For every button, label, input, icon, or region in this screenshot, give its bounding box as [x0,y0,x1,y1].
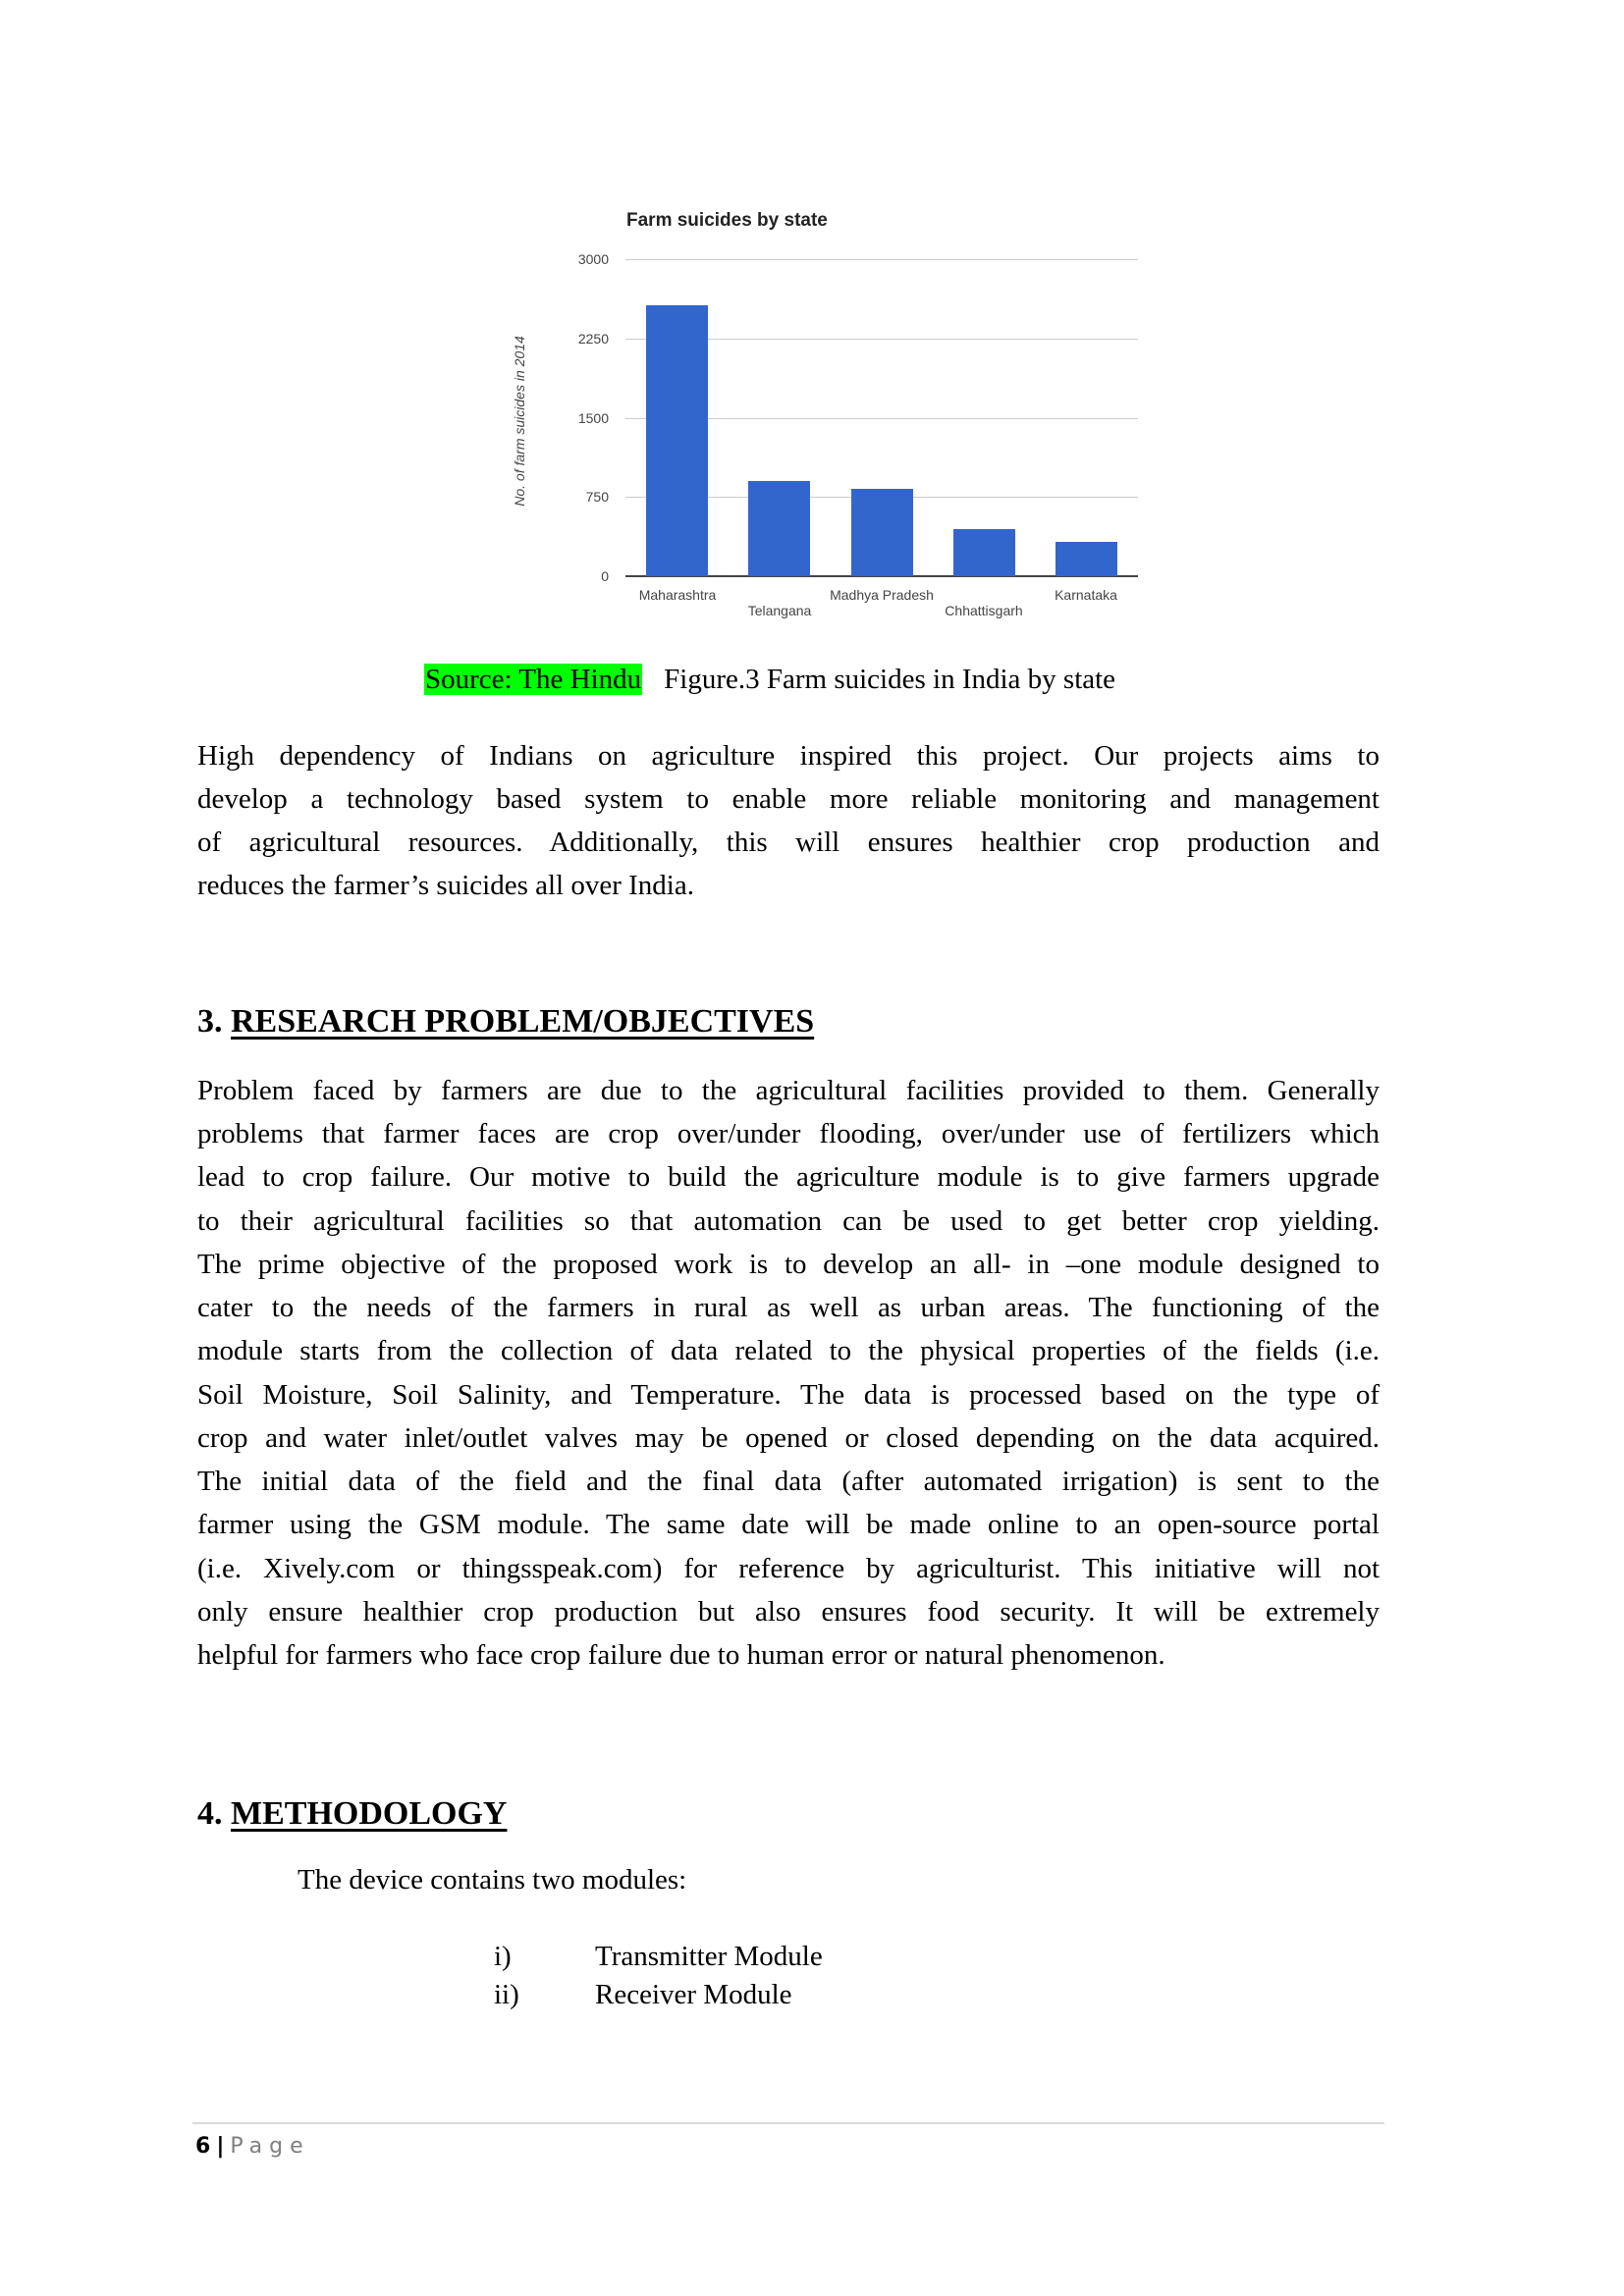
page-label: Page [230,2134,310,2159]
source-highlight: Source: The Hindu [425,664,642,695]
y-tick-750: 750 [585,489,609,505]
paragraph-line: The prime objective of the proposed work is to develop an all- in –one module designed to [197,1249,1380,1280]
bar-karnataka [1056,542,1117,576]
paragraph-line: helpful for farmers who face crop failure due to human error or natural phenomenon. [197,1639,1165,1671]
bar-madhya-pradesh [851,489,913,576]
y-tick-3000: 3000 [577,251,609,267]
paragraph-line: module starts from the collection of data related to the physical properties of the fields (i.e. [197,1335,1380,1366]
figure-caption-text: Figure.3 Farm suicides in India by state [664,664,1116,695]
page-number: 6 [195,2134,211,2159]
x-label-maharashtra: Maharashtra [638,587,717,603]
paragraph-line: only ensure healthier crop production but also ensures food security. It will be extremely [197,1596,1380,1628]
paragraph-line: lead to crop failure. Our motive to build the agriculture module is to give farmers upgrade [197,1161,1380,1193]
paragraph-line: to their agricultural facilities so that automation can be used to get better crop yielding. [197,1205,1380,1237]
bar-telangana [748,481,810,576]
list-marker: i) [494,1941,512,1972]
paragraph-line: Problem faced by farmers are due to the agricultural facilities provided to them. Generally [197,1075,1380,1106]
paragraph-line: (i.e. Xively.com or thingsspeak.com) for reference by agriculturist. This initiative will not [197,1553,1380,1584]
methodology-intro: The device contains two modules: [298,1864,687,1896]
section-number: 4. [197,1795,223,1832]
paragraph-line: High dependency of Indians on agriculture inspired this project. Our projects aims to [197,740,1380,772]
paragraph-line: farmer using the GSM module. The same date will be made online to an open-source portal [197,1509,1380,1540]
bar-chhattisgarh [953,529,1015,576]
x-label-telangana: Telangana [747,603,812,618]
paragraph-line: reduces the farmer’s suicides all over India. [197,870,694,901]
y-tick-0: 0 [601,568,609,584]
list-item-receiver-module: Receiver Module [595,1979,792,2010]
y-tick-2250: 2250 [577,331,609,347]
paragraph-line: cater to the needs of the farmers in rural as well as urban areas. The functioning of the [197,1292,1380,1323]
y-axis-label: No. of farm suicides in 2014 [512,336,527,507]
section-4-heading [197,1792,507,1836]
x-label-madhya-pradesh: Madhya Pradesh [830,587,934,603]
list-marker: ii) [494,1979,519,2010]
paragraph-line: crop and water inlet/outlet valves may be opened or closed depending on the data acquired. [197,1422,1380,1454]
bar-maharashtra [646,305,708,576]
section-title: METHODOLOGY [231,1795,508,1832]
paragraph-line: Soil Moisture, Soil Salinity, and Temperature. The data is processed based on the type of [197,1379,1380,1411]
farm-suicides-chart [491,196,1178,638]
chart-title: Farm suicides by state [626,210,828,231]
paragraph-line: The initial data of the field and the final data (after automated irrigation) is sent to the [197,1466,1380,1497]
page-footer [195,2132,310,2162]
paragraph-line: of agricultural resources. Additionally, this will ensures healthier crop production and [197,827,1380,858]
list-item-transmitter-module: Transmitter Module [595,1941,823,1972]
footer-separator: | [216,2134,225,2159]
section-3-heading [197,1000,814,1043]
footer-divider [192,2122,1384,2124]
y-tick-1500: 1500 [577,410,609,426]
section-number: 3. [197,1003,223,1040]
paragraph-line: develop a technology based system to enable more reliable monitoring and management [197,783,1380,815]
paragraph-line: problems that farmer faces are crop over/under flooding, over/under use of fertilizers which [197,1118,1380,1149]
gridline-3000 [625,259,1138,260]
figure-caption [424,661,1115,698]
x-label-chhattisgarh: Chhattisgarh [945,603,1023,618]
x-label-karnataka: Karnataka [1055,587,1117,603]
section-title: RESEARCH PROBLEM/OBJECTIVES [231,1003,815,1040]
